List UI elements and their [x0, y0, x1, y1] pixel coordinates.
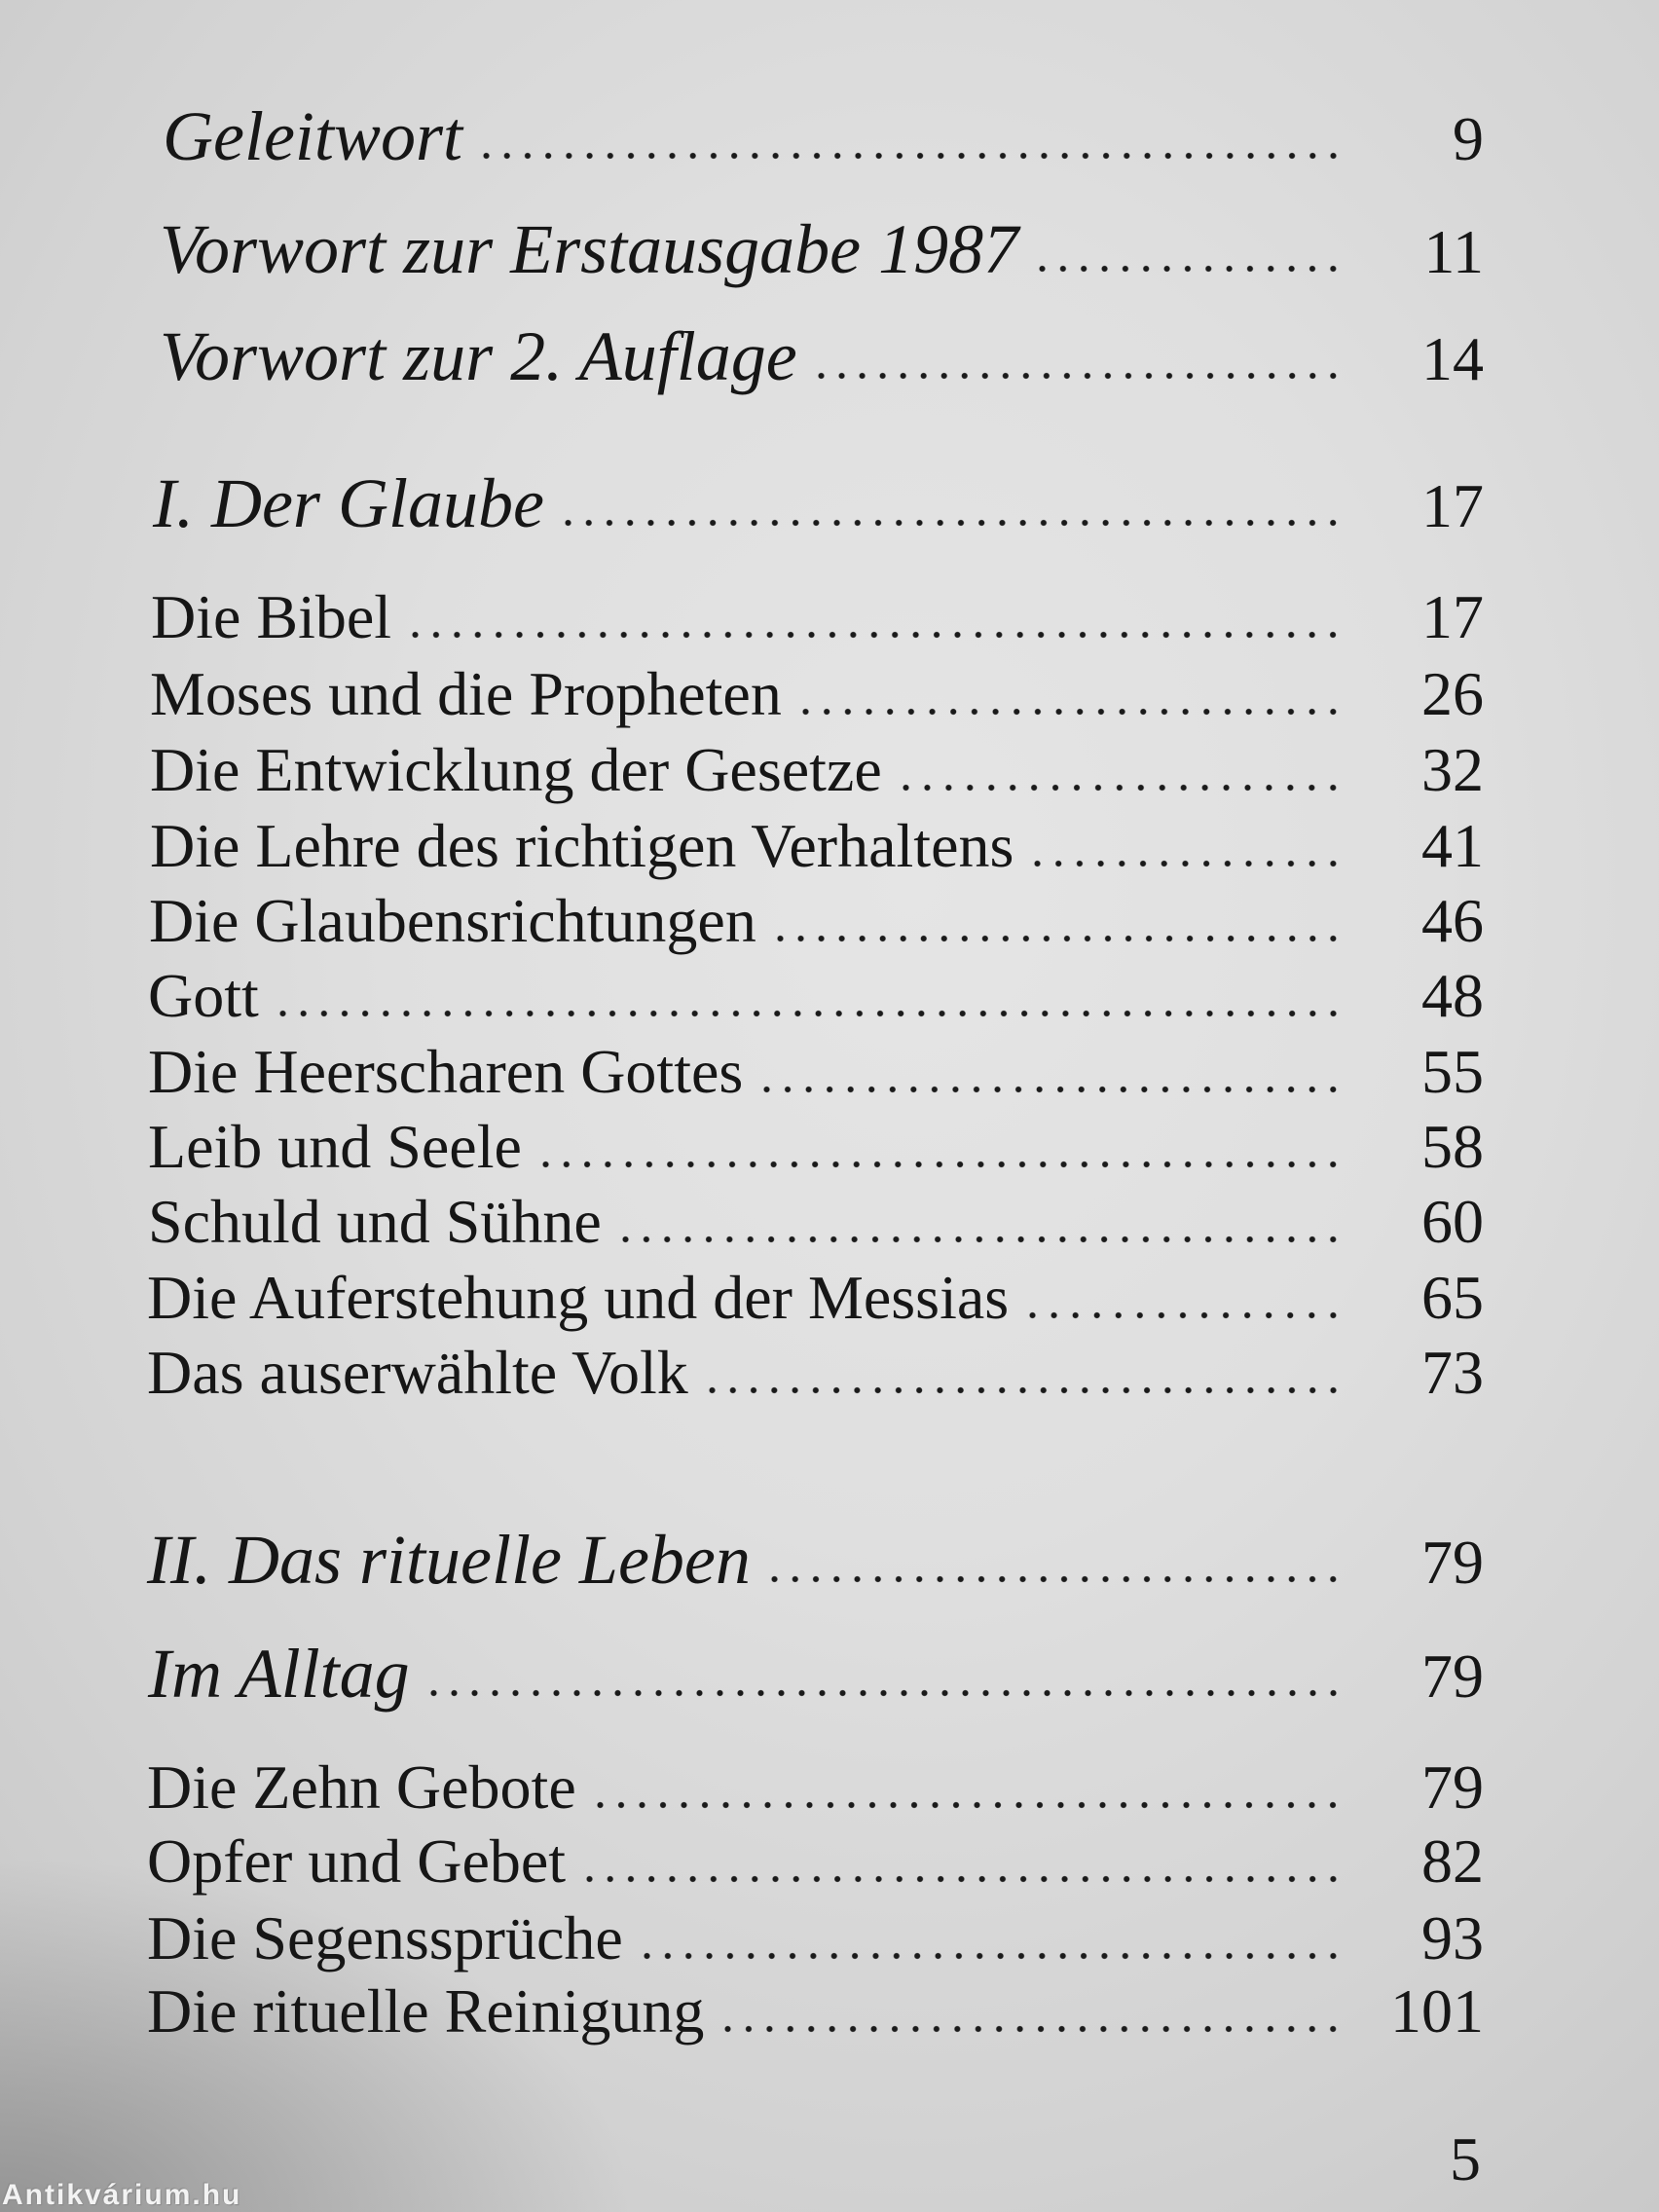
dot-leader	[424, 1687, 1344, 1697]
dot-leader	[811, 370, 1344, 380]
toc-entry-title: Geleitwort	[163, 97, 462, 175]
toc-entry-page-number: 55	[1421, 1037, 1484, 1106]
toc-entry-page-number: 58	[1421, 1112, 1484, 1181]
toc-entry-title: Gott	[148, 961, 259, 1030]
toc-entry-title: Die Lehre des richtigen Verhaltens	[150, 811, 1014, 880]
toc-entry-page-number: 14	[1421, 324, 1484, 393]
dot-leader	[756, 1084, 1344, 1093]
toc-subsection-title: Im Alltag	[148, 1635, 410, 1713]
dot-leader	[1022, 1309, 1344, 1319]
toc-entry-title: Vorwort zur 2. Auflage	[160, 317, 797, 395]
toc-entry-title: Das auserwählte Volk	[147, 1338, 688, 1407]
toc-entry	[148, 1037, 1484, 1106]
dot-leader	[273, 1008, 1344, 1017]
toc-entry	[148, 1112, 1484, 1181]
toc-entry-page-number: 79	[1421, 1752, 1484, 1822]
toc-entry	[147, 1976, 1484, 2046]
dot-leader	[405, 629, 1344, 639]
toc-front-matter-entry	[163, 97, 1484, 175]
toc-entry	[147, 1752, 1484, 1822]
toc-entry	[147, 1338, 1484, 1407]
dot-leader	[795, 706, 1344, 716]
dot-leader	[476, 150, 1344, 160]
dot-leader	[558, 517, 1344, 527]
toc-entry-title: Opfer und Gebet	[147, 1826, 567, 1896]
toc-entry-page-number: 101	[1390, 1976, 1484, 2046]
toc-subsection-page-number: 79	[1421, 1641, 1484, 1711]
toc-part-page-number: 17	[1421, 471, 1484, 540]
toc-entry-page-number: 65	[1421, 1263, 1484, 1332]
dot-leader	[535, 1159, 1344, 1168]
watermark: Antikvárium.hu	[2, 2179, 242, 2211]
dot-leader	[579, 1873, 1344, 1883]
dot-leader	[770, 933, 1344, 942]
toc-entry-title: Die Glaubensrichtungen	[149, 886, 756, 955]
toc-entry	[147, 1826, 1484, 1896]
toc-entry-title: Die rituelle Reinigung	[147, 1976, 705, 2046]
dot-leader	[1027, 858, 1344, 867]
toc-entry-title: Die Heerscharen Gottes	[148, 1037, 744, 1106]
toc-entry	[147, 1263, 1484, 1332]
page-folio: 5	[1450, 2124, 1481, 2194]
toc-entry	[150, 735, 1484, 804]
toc-entry-title: Die Segenssprüche	[147, 1903, 623, 1972]
dot-leader	[896, 782, 1344, 792]
toc-part-page-number: 79	[1421, 1528, 1484, 1597]
toc-entry-page-number: 46	[1421, 886, 1484, 955]
toc-entry-title: Vorwort zur Erstausgabe 1987	[160, 210, 1019, 288]
toc-entry	[148, 961, 1484, 1030]
toc-entry	[150, 659, 1484, 728]
dot-leader	[718, 2023, 1344, 2033]
dot-leader	[590, 1799, 1344, 1809]
toc-entry	[148, 1187, 1484, 1256]
toc-entry-title: Die Bibel	[151, 582, 392, 651]
toc-front-matter-entry	[160, 317, 1484, 395]
toc-entry	[151, 582, 1484, 651]
dot-leader	[637, 1950, 1344, 1960]
toc-entry	[147, 1903, 1484, 1972]
toc-entry-page-number: 73	[1421, 1338, 1484, 1407]
toc-subsection-heading	[148, 1635, 1484, 1713]
dot-leader	[702, 1384, 1344, 1394]
toc-entry-page-number: 11	[1423, 217, 1484, 286]
toc-entry-page-number: 60	[1421, 1187, 1484, 1256]
toc-entry-title: Leib und Seele	[148, 1112, 522, 1181]
toc-entry-title: Die Zehn Gebote	[147, 1752, 576, 1822]
toc-entry-page-number: 48	[1421, 961, 1484, 1030]
toc-entry-page-number: 9	[1453, 104, 1484, 173]
toc-entry-page-number: 82	[1421, 1826, 1484, 1896]
toc-entry-page-number: 93	[1421, 1903, 1484, 1972]
toc-entry-title: Moses und die Propheten	[150, 659, 782, 728]
dot-leader	[1032, 263, 1344, 273]
toc-part-heading	[153, 464, 1484, 542]
toc-entry-page-number: 32	[1421, 735, 1484, 804]
toc-part-title: II. Das rituelle Leben	[147, 1521, 751, 1599]
toc-entry	[150, 811, 1484, 880]
toc-part-heading	[147, 1521, 1484, 1599]
toc-entry-title: Schuld und Sühne	[148, 1187, 602, 1256]
toc-front-matter-entry	[160, 210, 1484, 288]
toc-entry-page-number: 41	[1421, 811, 1484, 880]
toc-entry-page-number: 17	[1421, 582, 1484, 651]
dot-leader	[764, 1573, 1344, 1583]
dot-leader	[615, 1234, 1344, 1243]
toc-part-title: I. Der Glaube	[153, 464, 544, 542]
toc-entry-title: Die Auferstehung und der Messias	[147, 1263, 1010, 1332]
toc-entry-title: Die Entwicklung der Gesetze	[150, 735, 882, 804]
toc-entry-page-number: 26	[1421, 659, 1484, 728]
toc-entry	[149, 886, 1484, 955]
